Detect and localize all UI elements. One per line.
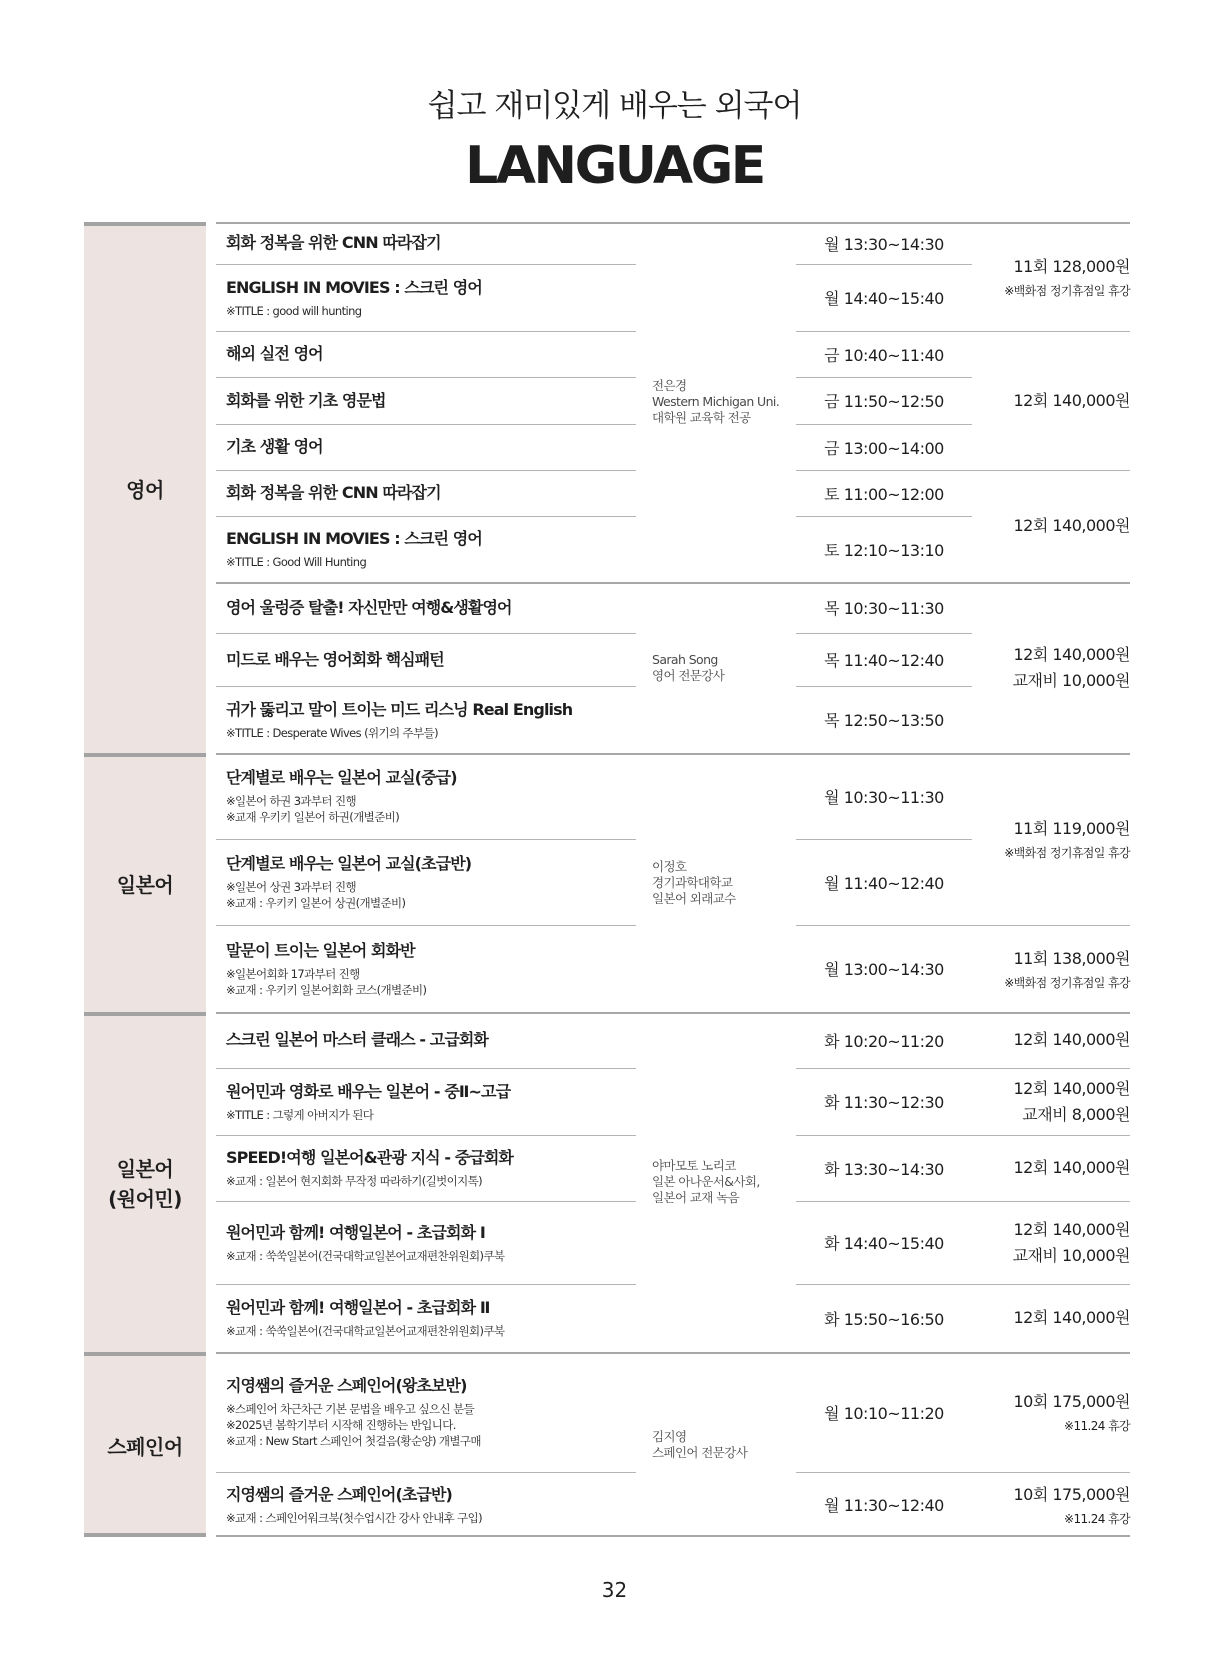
page-number: 32 (601, 1578, 628, 1602)
course-row-divider (216, 1472, 636, 1473)
time-cell (796, 1012, 972, 1068)
fee-amount: 12회 140,000원 (1013, 1078, 1130, 1098)
fee-row-divider (972, 925, 1130, 926)
course-cell (226, 633, 636, 686)
course-cell (226, 424, 636, 470)
instructor-name: Sarah Song (652, 651, 718, 667)
instructor-credential: 대학원 교육학 전공 (652, 410, 751, 425)
textbook-fee: 교재비 10,000원 (1012, 670, 1130, 690)
course-title: 영어 울렁증 탈출! 자신만만 여행&생활영어 (226, 597, 512, 617)
course-title: 원어민과 함께! 여행일본어 - 초급회화 Ⅱ (226, 1298, 490, 1317)
table-bottom-rule (216, 1535, 1130, 1537)
course-time: 목 10:30~11:30 (824, 599, 944, 618)
time-row-divider (796, 839, 972, 840)
course-title: 기초 생활 영어 (226, 437, 323, 456)
time-cell (796, 222, 972, 264)
fee-cell (972, 1352, 1130, 1472)
course-cell (226, 1284, 636, 1352)
course-note: ※2025년 봄학기부터 시작해 진행하는 반입니다. (226, 1418, 456, 1432)
fee-row-divider (972, 470, 1130, 471)
course-cell (226, 686, 636, 753)
course-time: 월 14:40~15:40 (824, 289, 944, 308)
course-note: ※교재 : New Start 스페인어 첫걸음(황순양) 개별구매 (226, 1434, 481, 1448)
course-time: 월 11:30~12:40 (824, 1496, 944, 1515)
fee-note: ※11.24 휴강 (1063, 1419, 1130, 1433)
course-note: ※스페인어 차근차근 기본 문법을 배우고 싶으신 분들 (226, 1402, 475, 1416)
course-note: ※일본어 하권 3과부터 진행 (226, 794, 357, 808)
course-time: 월 13:00~14:30 (824, 960, 944, 979)
course-note: ※교재 : 쑥쑥일본어(건국대학교일본어교재편찬위원회)쿠북 (226, 1324, 505, 1338)
category-label: 스페인어 (107, 1434, 183, 1459)
time-row-divider (796, 925, 972, 926)
fee-row-divider (972, 1135, 1130, 1136)
instructor-credential: 일본어 외래교수 (652, 890, 736, 906)
fee-amount: 11회 138,000원 (1013, 948, 1130, 968)
time-row-divider (796, 516, 972, 517)
course-time: 화 11:30~12:30 (824, 1093, 944, 1112)
time-row-divider (796, 424, 972, 425)
fee-cell (972, 925, 1130, 1012)
course-title: 말문이 트이는 일본어 회화반 (226, 940, 415, 960)
time-row-divider (796, 1284, 972, 1285)
course-row-divider (216, 839, 636, 840)
time-cell (796, 470, 972, 516)
fee-cell (972, 1472, 1130, 1537)
course-note: ※TITLE : Good Will Hunting (226, 555, 367, 569)
time-cell (796, 377, 972, 424)
course-cell (226, 1472, 636, 1537)
instructor-cell (652, 753, 802, 1012)
instructor-credential: Western Michigan Uni. (652, 394, 780, 409)
course-note: ※TITLE : Desperate Wives (위기의 주부들) (226, 725, 438, 740)
fee-note: ※백화점 정기휴점일 휴강 (1004, 975, 1130, 990)
time-cell (796, 753, 972, 839)
time-cell (796, 424, 972, 470)
course-row-divider (216, 377, 636, 378)
course-title: 원어민과 함께! 여행일본어 - 초급회화 Ⅰ (226, 1222, 485, 1242)
course-row-divider (216, 424, 636, 425)
time-row-divider (796, 1068, 972, 1069)
fee-amount: 12회 140,000원 (1013, 1158, 1130, 1177)
fee-note: ※백화점 정기휴점일 휴강 (1004, 846, 1130, 860)
category-bottom-rule (84, 1533, 206, 1537)
category-label: 일본어 (원어민) (108, 1157, 182, 1211)
course-time: 화 10:20~11:20 (824, 1031, 944, 1051)
course-title: 회화 정복을 위한 CNN 따라잡기 (226, 483, 441, 502)
category-cell (84, 222, 206, 753)
course-note: ※TITLE : good will hunting (226, 303, 362, 318)
fee-amount: 12회 140,000원 (1013, 1030, 1130, 1049)
course-row-divider (216, 1135, 636, 1136)
fee-amount: 11회 128,000원 (1013, 256, 1130, 276)
textbook-fee: 교재비 8,000원 (1022, 1104, 1130, 1124)
course-time: 월 10:30~11:30 (824, 787, 944, 807)
time-cell (796, 264, 972, 331)
time-cell (796, 839, 972, 925)
time-cell (796, 686, 972, 753)
time-cell (796, 582, 972, 633)
fee-note: ※백화점 정기휴점일 휴강 (1004, 283, 1130, 298)
course-cell (226, 470, 636, 516)
textbook-fee: 교재비 10,000원 (1012, 1245, 1130, 1265)
course-note: ※교재 우키키 일본어 하권(개별준비) (226, 810, 400, 824)
course-title: 해외 실전 영어 (226, 344, 323, 363)
course-title: SPEED!여행 일본어&관광 지식 - 중급회화 (226, 1148, 513, 1167)
time-row-divider (796, 331, 972, 332)
time-row-divider (796, 1472, 972, 1473)
page-subtitle: 쉽고 재미있게 배우는 외국어 (427, 88, 802, 124)
fee-row-divider (972, 1068, 1130, 1069)
fee-amount: 12회 140,000원 (1013, 516, 1130, 535)
instructor-name: 야마모토 노리코 (652, 1158, 736, 1173)
course-title: 스크린 일본어 마스터 클래스 - 고급회화 (226, 1030, 488, 1049)
time-cell (796, 331, 972, 377)
time-cell (796, 1135, 972, 1201)
instructor-credential: 일본어 교재 녹음 (652, 1190, 740, 1205)
course-cell (226, 1068, 636, 1135)
course-time: 월 11:40~12:40 (824, 873, 944, 893)
course-cell (226, 925, 636, 1012)
category-cell (84, 753, 206, 1012)
time-cell (796, 925, 972, 1012)
instructor-credential: 일본 아나운서&사회, (652, 1174, 760, 1189)
page-title: LANGUAGE (465, 136, 764, 196)
course-note: ※교재 : 일본어 현지회화 무작정 따라하기(길벗이지톡) (226, 1174, 483, 1188)
course-title: 단계별로 배우는 일본어 교실(초급반) (226, 854, 472, 873)
fee-amount: 11회 119,000원 (1013, 819, 1130, 838)
time-cell (796, 1068, 972, 1135)
course-time: 토 12:10~13:10 (824, 540, 944, 560)
course-note: ※TITLE : 그렇게 아버지가 된다 (226, 1107, 374, 1122)
time-row-divider (796, 686, 972, 687)
course-cell (226, 264, 636, 331)
course-title: 귀가 뚫리고 말이 트이는 미드 리스닝 Real English (226, 699, 573, 719)
fee-row-divider (972, 1284, 1130, 1285)
course-title: 회화 정복을 위한 CNN 따라잡기 (226, 233, 441, 252)
course-row-divider (216, 516, 636, 517)
course-cell (226, 753, 636, 839)
fee-cell (972, 331, 1130, 470)
fee-amount: 12회 140,000원 (1013, 1219, 1130, 1239)
time-cell (796, 1352, 972, 1472)
course-time: 금 11:50~12:50 (824, 392, 944, 411)
course-row-divider (216, 633, 636, 634)
fee-amount: 12회 140,000원 (1013, 644, 1130, 664)
course-time: 화 13:30~14:30 (824, 1159, 944, 1179)
course-title: ENGLISH IN MOVIES : 스크린 영어 (226, 529, 482, 548)
course-title: 미드로 배우는 영어회화 핵심패턴 (226, 649, 444, 669)
course-cell (226, 516, 636, 582)
course-time: 월 10:10~11:20 (824, 1403, 944, 1423)
course-time: 토 11:00~12:00 (824, 484, 944, 504)
time-cell (796, 1472, 972, 1537)
fee-note: ※11.24 휴강 (1063, 1511, 1130, 1526)
fee-row-divider (972, 331, 1130, 332)
fee-cell (972, 470, 1130, 582)
fee-cell (972, 222, 1130, 331)
fee-cell (972, 1201, 1130, 1284)
course-note: ※교재 : 쑥쑥일본어(건국대학교일본어교재편찬위원회)쿠북 (226, 1248, 505, 1263)
fee-row-divider (972, 1201, 1130, 1202)
course-title: ENGLISH IN MOVIES : 스크린 영어 (226, 277, 482, 297)
instructor-name: 이정호 (652, 858, 687, 874)
course-row-divider (216, 1068, 636, 1069)
course-time: 금 10:40~11:40 (824, 345, 944, 365)
time-cell (796, 633, 972, 686)
fee-cell (972, 1284, 1130, 1352)
course-cell (226, 331, 636, 377)
time-cell (796, 1284, 972, 1352)
course-time: 목 11:40~12:40 (824, 651, 944, 670)
course-time: 금 13:00~14:00 (824, 438, 944, 458)
time-row-divider (796, 470, 972, 471)
course-note: ※교재 : 우키키 일본어회화 코스(개별준비) (226, 982, 427, 997)
course-row-divider (216, 264, 636, 265)
course-time: 월 13:30~14:30 (824, 234, 944, 254)
course-row-divider (216, 925, 636, 926)
fee-cell (972, 1012, 1130, 1068)
fee-cell (972, 1135, 1130, 1201)
time-row-divider (796, 377, 972, 378)
course-time: 목 12:50~13:50 (824, 711, 944, 730)
course-title: 지영쌤의 즐거운 스페인어(초급반) (226, 1484, 452, 1504)
fee-amount: 10회 175,000원 (1013, 1484, 1130, 1504)
instructor-credential: 스페인어 전문강사 (652, 1444, 748, 1460)
fee-amount: 12회 140,000원 (1013, 390, 1130, 410)
course-cell (226, 1352, 636, 1472)
course-title: 원어민과 영화로 배우는 일본어 - 중Ⅱ~고급 (226, 1081, 511, 1101)
instructor-name: 전은경 (652, 378, 687, 393)
category-cell (84, 1012, 206, 1352)
course-note: ※교재 : 우키키 일본어 상권(개별준비) (226, 896, 406, 910)
course-row-divider (216, 331, 636, 332)
instructor-cell (652, 582, 802, 753)
fee-cell (972, 753, 1130, 925)
fee-cell (972, 582, 1130, 753)
time-cell (796, 516, 972, 582)
course-row-divider (216, 1201, 636, 1202)
course-row-divider (216, 1284, 636, 1285)
course-row-divider (216, 686, 636, 687)
course-time: 화 14:40~15:40 (824, 1234, 944, 1253)
fee-amount: 12회 140,000원 (1013, 1308, 1130, 1327)
course-title: 회화를 위한 기초 영문법 (226, 390, 386, 410)
course-cell (226, 1135, 636, 1201)
course-cell (226, 1201, 636, 1284)
fee-row-divider (972, 1472, 1130, 1473)
course-cell (226, 222, 636, 264)
fee-cell (972, 1068, 1130, 1135)
course-title: 단계별로 배우는 일본어 교실(중급) (226, 768, 457, 787)
course-note: ※교재 : 스페인어워크북(첫수업시간 강사 안내후 구입) (226, 1510, 483, 1525)
course-title: 지영쌤의 즐거운 스페인어(왕초보반) (226, 1376, 467, 1395)
instructor-credential: 영어 전문강사 (652, 667, 725, 683)
instructor-credential: 경기과학대학교 (652, 874, 733, 890)
time-row-divider (796, 1135, 972, 1136)
course-row-divider (216, 470, 636, 471)
category-label: 영어 (126, 477, 164, 502)
time-row-divider (796, 633, 972, 634)
category-cell (84, 1352, 206, 1537)
course-cell (226, 377, 636, 424)
course-cell (226, 839, 636, 925)
fee-amount: 10회 175,000원 (1013, 1392, 1130, 1411)
course-cell (226, 582, 636, 633)
course-note: ※일본어회화 17과부터 진행 (226, 966, 360, 981)
course-cell (226, 1012, 636, 1068)
course-time: 화 15:50~16:50 (824, 1309, 944, 1329)
instructor-cell (652, 1352, 802, 1537)
time-row-divider (796, 1201, 972, 1202)
category-label: 일본어 (116, 872, 174, 897)
time-cell (796, 1201, 972, 1284)
time-row-divider (796, 264, 972, 265)
course-note: ※일본어 상권 3과부터 진행 (226, 880, 357, 894)
instructor-cell (652, 222, 802, 582)
instructor-name: 김지영 (652, 1428, 687, 1444)
instructor-cell (652, 1012, 802, 1352)
